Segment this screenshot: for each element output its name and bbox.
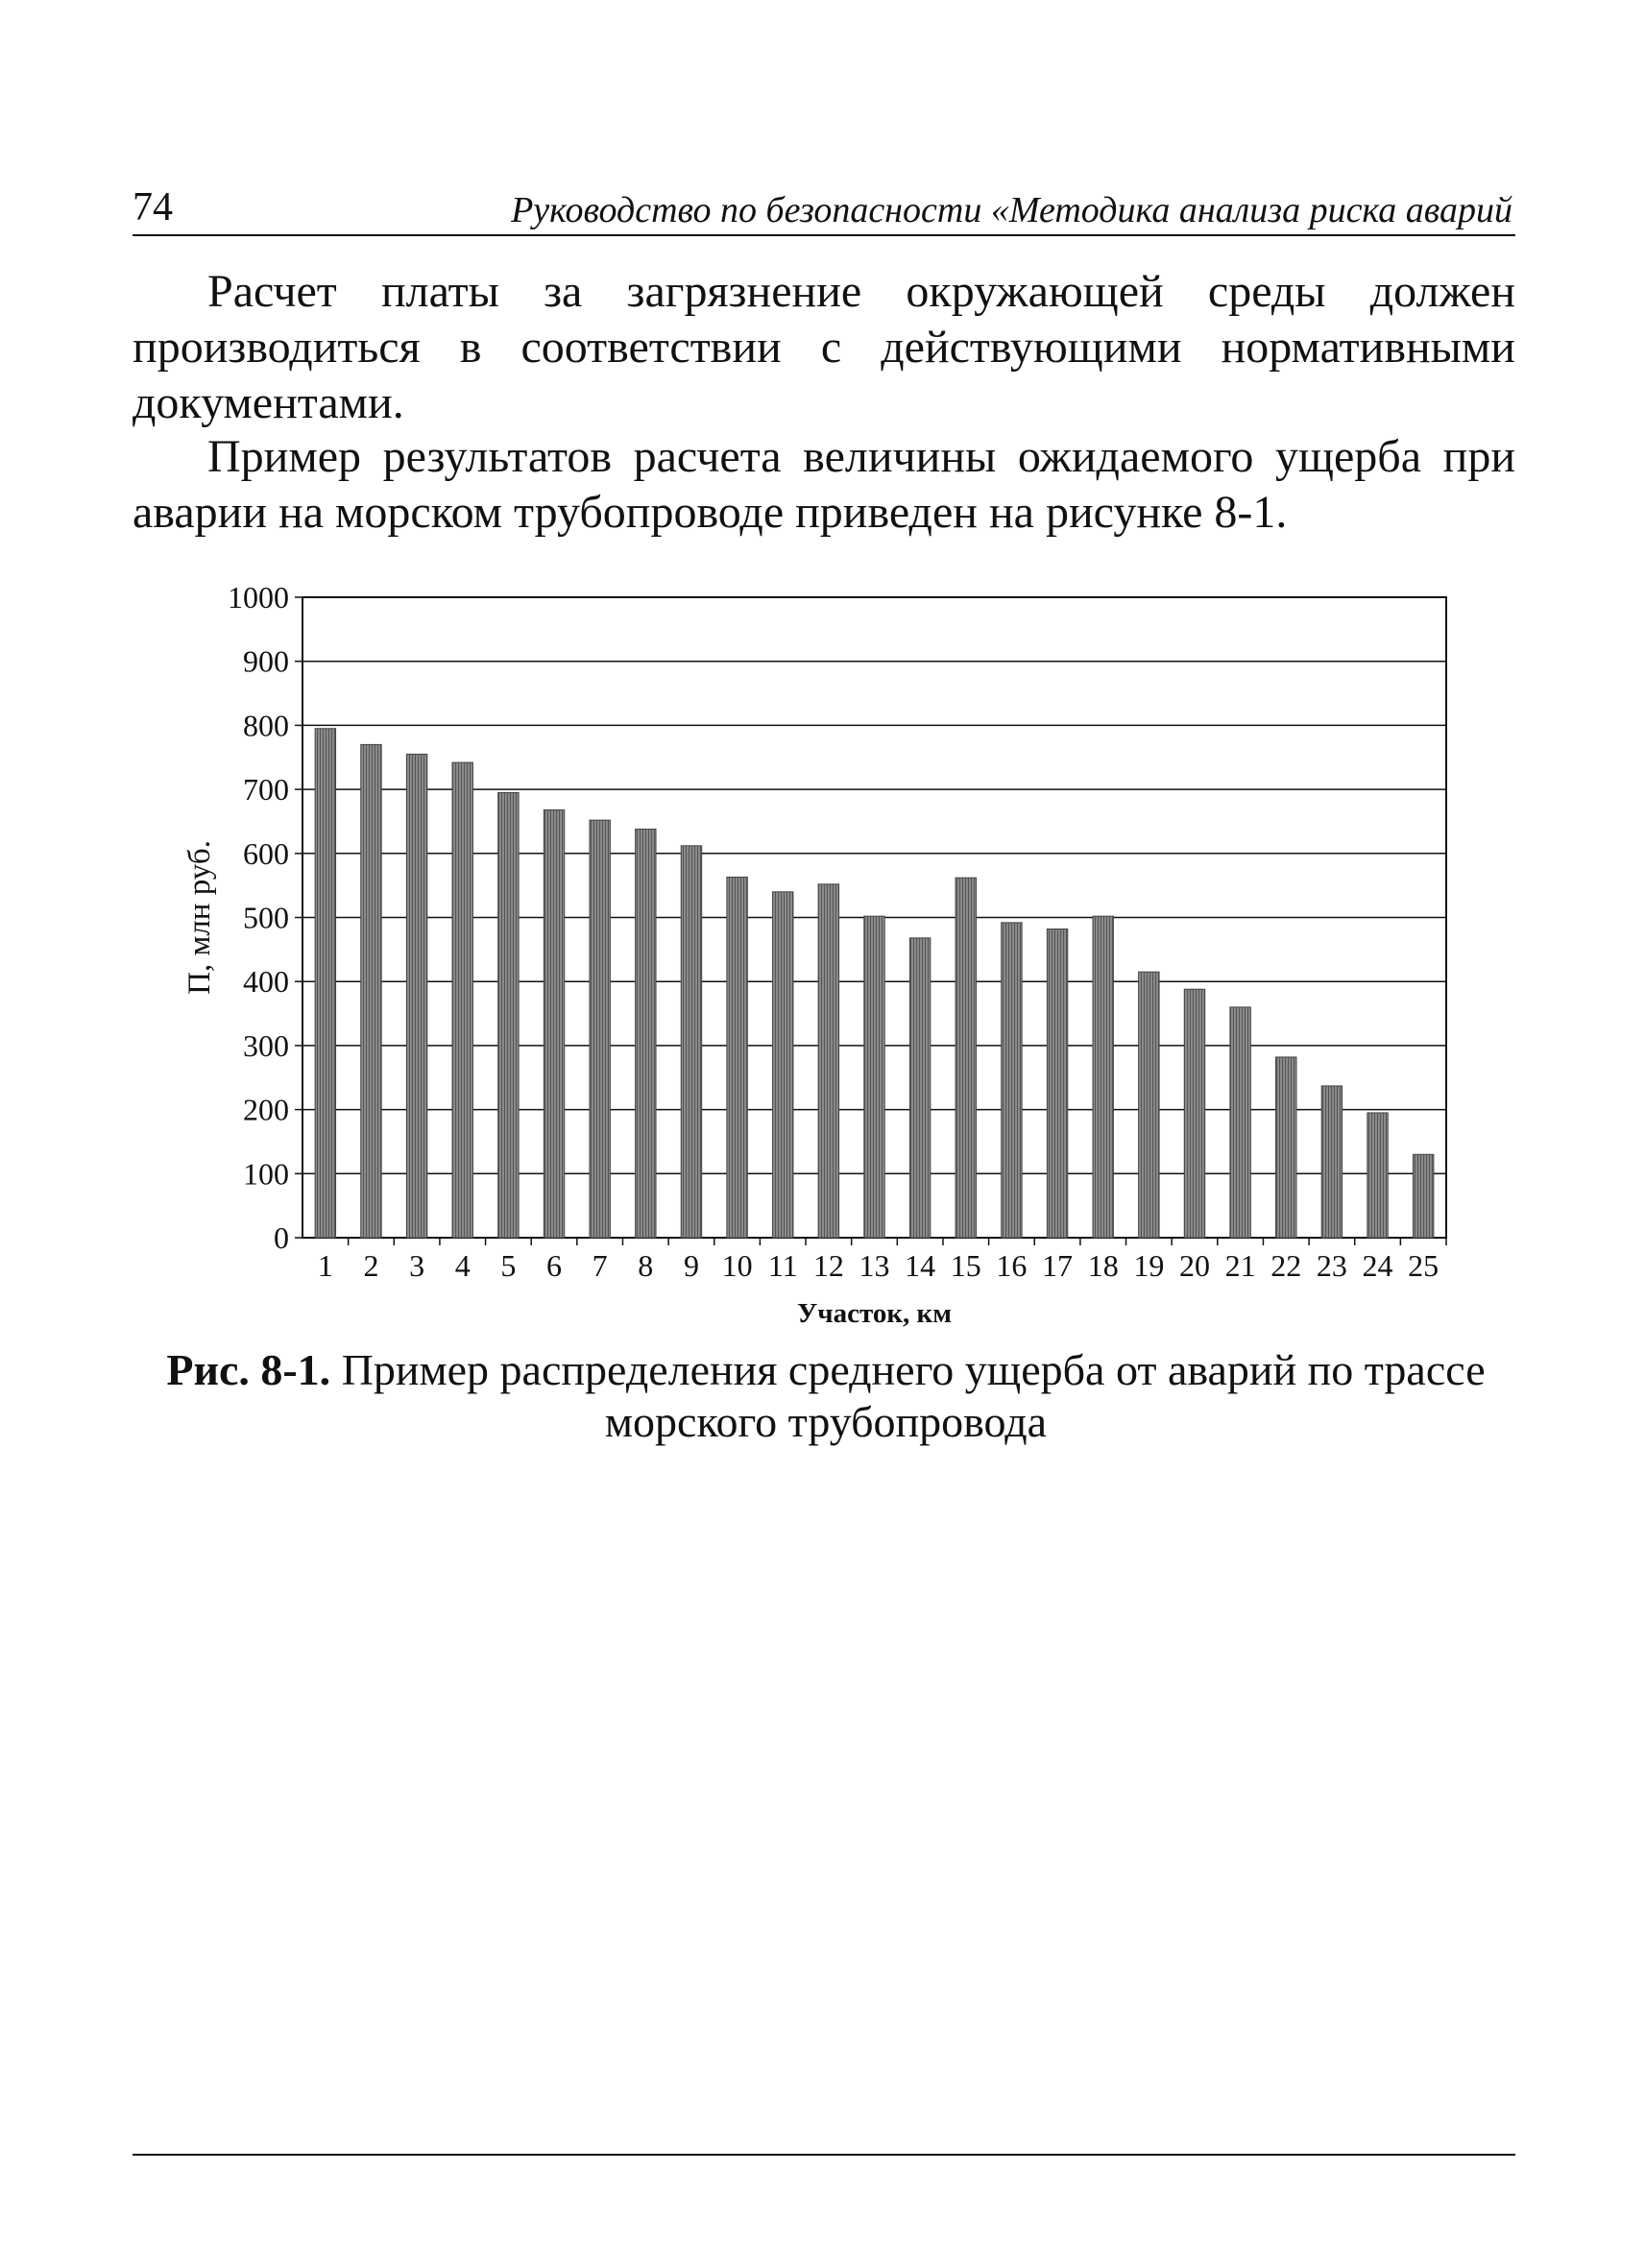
paragraph-figure-reference: Пример результатов расчета величины ожидаемого ущерба при аварии на морском трубопроводе приведен на рисунке 8-1.: [133, 431, 1515, 538]
bar: [1139, 972, 1159, 1238]
bar-chart-svg: [173, 574, 1498, 1342]
y-tick-label: 1000: [228, 580, 289, 615]
x-tick-label: 21: [1224, 1248, 1256, 1283]
running-title: Руководство по безопасности «Методика анализа риска аварий: [511, 190, 1512, 230]
bar: [315, 729, 335, 1238]
bar: [406, 754, 426, 1238]
x-tick-label: 5: [500, 1248, 517, 1283]
y-axis-title: П, млн руб.: [182, 840, 217, 995]
bar: [1413, 1154, 1433, 1238]
x-tick-label: 23: [1316, 1248, 1347, 1283]
bar: [452, 762, 472, 1238]
y-tick-label: 700: [243, 772, 289, 808]
x-tick-label: 3: [409, 1248, 425, 1283]
y-tick-label: 100: [243, 1156, 289, 1192]
bar: [864, 916, 884, 1238]
bar: [361, 744, 381, 1238]
bar: [909, 938, 930, 1238]
x-tick-label: 15: [950, 1248, 981, 1283]
bar: [773, 892, 793, 1238]
caption-label: Рис. 8-1.: [166, 1345, 331, 1394]
y-tick-label: 800: [243, 708, 289, 743]
x-tick-label: 9: [683, 1248, 699, 1283]
bar: [1047, 929, 1067, 1238]
bar: [1321, 1086, 1342, 1238]
x-tick-label: 25: [1408, 1248, 1439, 1283]
bar: [1230, 1007, 1250, 1238]
bar: [1367, 1113, 1388, 1238]
damage-chart: [173, 574, 1498, 1342]
x-tick-label: 20: [1178, 1248, 1210, 1283]
bar: [1276, 1057, 1296, 1238]
x-tick-label: 16: [996, 1248, 1028, 1283]
paragraph-pollution-fee: Расчет платы за загрязнение окружающей среды должен производиться в соответствии с действующими нормативными документами.: [133, 266, 1515, 428]
x-tick-label: 18: [1087, 1248, 1119, 1283]
x-tick-label: 6: [546, 1248, 563, 1283]
y-tick-label: 0: [274, 1220, 289, 1255]
y-tick-label: 200: [243, 1092, 289, 1127]
x-tick-label: 10: [721, 1248, 753, 1283]
x-tick-label: 12: [812, 1248, 844, 1283]
bar: [818, 884, 838, 1238]
y-tick-label: 300: [243, 1027, 289, 1063]
x-tick-label: 11: [767, 1248, 798, 1283]
caption-text: Пример распределения среднего ущерба от аварий по трассе морского трубопровода: [330, 1345, 1486, 1446]
x-tick-label: 24: [1362, 1248, 1393, 1283]
bar: [681, 846, 701, 1238]
bar: [956, 878, 976, 1238]
x-tick-label: 2: [363, 1248, 379, 1283]
x-axis-title: Участок, км: [796, 1298, 953, 1329]
bar: [636, 829, 656, 1238]
x-tick-label: 22: [1270, 1248, 1302, 1283]
x-tick-label: 13: [859, 1248, 890, 1283]
bar: [544, 809, 564, 1238]
bar: [1184, 989, 1204, 1238]
bar: [498, 792, 519, 1238]
y-tick-label: 400: [243, 964, 289, 1000]
y-tick-label: 500: [243, 900, 289, 935]
x-tick-label: 1: [317, 1248, 333, 1283]
footer-rule: [133, 2154, 1515, 2156]
x-tick-label: 4: [454, 1248, 471, 1283]
bar: [590, 820, 610, 1238]
header-rule: [133, 234, 1515, 236]
bar: [1002, 923, 1022, 1238]
y-tick-label: 600: [243, 835, 289, 871]
page-number: 74: [133, 185, 173, 229]
x-tick-label: 19: [1133, 1248, 1165, 1283]
y-tick-label: 900: [243, 643, 289, 679]
bar: [727, 877, 747, 1238]
bar: [1093, 916, 1113, 1238]
x-tick-label: 7: [592, 1248, 608, 1283]
x-tick-label: 14: [905, 1248, 936, 1283]
x-tick-label: 17: [1042, 1248, 1074, 1283]
x-tick-label: 8: [638, 1248, 654, 1283]
figure-caption: [144, 1344, 1508, 1448]
